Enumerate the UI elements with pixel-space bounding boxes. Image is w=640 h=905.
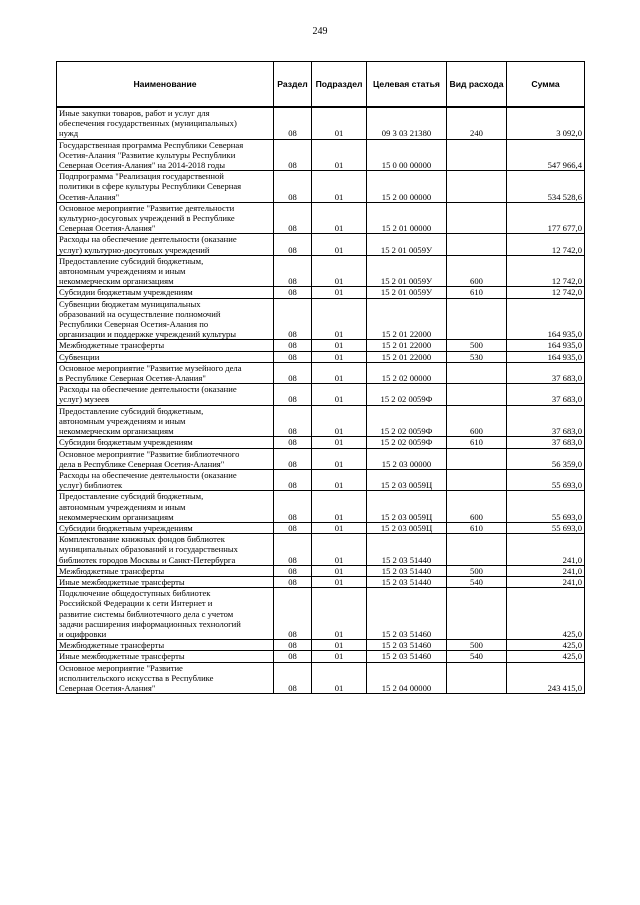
cell-type: 500	[447, 565, 507, 576]
cell-target: 15 2 03 0059Ц	[367, 469, 447, 490]
cell-podrazdel: 01	[312, 437, 367, 448]
cell-target: 15 2 02 0059Ф	[367, 405, 447, 437]
cell-razdel: 08	[274, 588, 312, 640]
header-podrazdel: Подраздел	[312, 62, 367, 108]
cell-podrazdel: 01	[312, 234, 367, 255]
cell-sum: 55 693,0	[507, 491, 585, 523]
cell-sum: 56 359,0	[507, 448, 585, 469]
table-row	[57, 522, 585, 533]
table-row	[57, 351, 585, 362]
cell-type	[447, 171, 507, 203]
page-number: 249	[312, 26, 328, 37]
table-row	[57, 651, 585, 662]
cell-razdel: 08	[274, 565, 312, 576]
cell-name: Расходы на обеспечение деятельности (оказание услуг) музеев	[57, 384, 274, 405]
cell-podrazdel: 01	[312, 651, 367, 662]
cell-podrazdel: 01	[312, 405, 367, 437]
cell-sum: 12 742,0	[507, 234, 585, 255]
header-target: Целевая статья	[367, 62, 447, 108]
cell-razdel: 08	[274, 234, 312, 255]
cell-target: 15 2 03 51460	[367, 640, 447, 651]
cell-target: 15 0 00 00000	[367, 139, 447, 171]
cell-podrazdel: 01	[312, 384, 367, 405]
cell-target: 15 2 00 00000	[367, 171, 447, 203]
cell-podrazdel: 01	[312, 522, 367, 533]
cell-sum: 425,0	[507, 651, 585, 662]
cell-sum: 177 677,0	[507, 202, 585, 234]
cell-type: 500	[447, 340, 507, 351]
table-row	[57, 662, 585, 694]
cell-podrazdel: 01	[312, 640, 367, 651]
cell-sum: 37 683,0	[507, 437, 585, 448]
cell-sum: 243 415,0	[507, 662, 585, 694]
cell-sum: 164 935,0	[507, 351, 585, 362]
cell-podrazdel: 01	[312, 448, 367, 469]
table-row	[57, 362, 585, 383]
cell-name: Основное мероприятие "Развитие библиотечного дела в Республике Северная Осетия-Алания"	[57, 448, 274, 469]
cell-sum: 241,0	[507, 534, 585, 566]
cell-name: Иные закупки товаров, работ и услуг для обеспечения государственных (муниципальных) нужд	[57, 107, 274, 139]
table-row	[57, 202, 585, 234]
cell-podrazdel: 01	[312, 534, 367, 566]
cell-razdel: 08	[274, 362, 312, 383]
table-header	[57, 62, 585, 108]
cell-name: Иные межбюджетные трансферты	[57, 651, 274, 662]
cell-razdel: 08	[274, 469, 312, 490]
cell-sum: 241,0	[507, 565, 585, 576]
cell-type: 600	[447, 405, 507, 437]
header-razdel: Раздел	[274, 62, 312, 108]
table-row	[57, 139, 585, 171]
cell-podrazdel: 01	[312, 298, 367, 340]
table-row	[57, 405, 585, 437]
table-row	[57, 255, 585, 287]
cell-razdel: 08	[274, 298, 312, 340]
budget-table	[56, 61, 585, 694]
cell-podrazdel: 01	[312, 576, 367, 587]
header-type: Вид расхода	[447, 62, 507, 108]
cell-type: 540	[447, 651, 507, 662]
cell-target: 15 2 03 51440	[367, 576, 447, 587]
cell-sum: 12 742,0	[507, 287, 585, 298]
cell-target: 15 2 03 51460	[367, 651, 447, 662]
cell-name: Субвенции	[57, 351, 274, 362]
cell-razdel: 08	[274, 139, 312, 171]
cell-type	[447, 662, 507, 694]
cell-sum: 12 742,0	[507, 255, 585, 287]
table-row	[57, 107, 585, 139]
cell-razdel: 08	[274, 107, 312, 139]
cell-podrazdel: 01	[312, 255, 367, 287]
cell-razdel: 08	[274, 287, 312, 298]
cell-razdel: 08	[274, 640, 312, 651]
cell-target: 15 2 03 0059Ц	[367, 491, 447, 523]
table-row	[57, 234, 585, 255]
cell-razdel: 08	[274, 340, 312, 351]
cell-name: Субсидии бюджетным учреждениям	[57, 437, 274, 448]
cell-target: 15 2 02 0059Ф	[367, 384, 447, 405]
table-row	[57, 171, 585, 203]
cell-sum: 3 092,0	[507, 107, 585, 139]
cell-target: 15 2 02 00000	[367, 362, 447, 383]
cell-name: Субвенции бюджетам муниципальных образований на осуществление полномочий Республики Северная Осетия-Алания по организации и поддержке учреждений культуры	[57, 298, 274, 340]
table-row	[57, 384, 585, 405]
cell-sum: 55 693,0	[507, 469, 585, 490]
cell-name: Расходы на обеспечение деятельности (оказание услуг) культурно-досуговых учреждений	[57, 234, 274, 255]
cell-podrazdel: 01	[312, 351, 367, 362]
table-row	[57, 534, 585, 566]
cell-razdel: 08	[274, 576, 312, 587]
cell-razdel: 08	[274, 384, 312, 405]
cell-target: 15 2 03 51460	[367, 588, 447, 640]
cell-razdel: 08	[274, 448, 312, 469]
cell-target: 15 2 03 51440	[367, 534, 447, 566]
cell-sum: 425,0	[507, 588, 585, 640]
cell-name: Предоставление субсидий бюджетным, автономным учреждениям и иным некоммерческим организациям	[57, 255, 274, 287]
cell-podrazdel: 01	[312, 469, 367, 490]
cell-sum: 425,0	[507, 640, 585, 651]
table-row	[57, 298, 585, 340]
cell-target: 15 2 01 0059У	[367, 287, 447, 298]
cell-sum: 164 935,0	[507, 340, 585, 351]
table-row	[57, 565, 585, 576]
header-name: Наименование	[57, 62, 274, 108]
table-row	[57, 469, 585, 490]
cell-target: 15 2 03 51440	[367, 565, 447, 576]
cell-name: Субсидии бюджетным учреждениям	[57, 287, 274, 298]
cell-podrazdel: 01	[312, 171, 367, 203]
cell-type	[447, 469, 507, 490]
cell-razdel: 08	[274, 405, 312, 437]
cell-target: 09 3 03 21380	[367, 107, 447, 139]
cell-type: 610	[447, 522, 507, 533]
cell-target: 15 2 01 22000	[367, 298, 447, 340]
cell-name: Межбюджетные трансферты	[57, 565, 274, 576]
cell-podrazdel: 01	[312, 588, 367, 640]
cell-sum: 164 935,0	[507, 298, 585, 340]
cell-razdel: 08	[274, 437, 312, 448]
cell-target: 15 2 01 22000	[367, 340, 447, 351]
cell-name: Основное мероприятие "Развитие исполнительского искусства в Республике Северная Осетия-Алания"	[57, 662, 274, 694]
cell-sum: 241,0	[507, 576, 585, 587]
cell-target: 15 2 04 00000	[367, 662, 447, 694]
cell-target: 15 2 01 00000	[367, 202, 447, 234]
cell-razdel: 08	[274, 491, 312, 523]
cell-podrazdel: 01	[312, 287, 367, 298]
cell-target: 15 2 01 0059У	[367, 234, 447, 255]
cell-name: Предоставление субсидий бюджетным, автономным учреждениям и иным некоммерческим организациям	[57, 491, 274, 523]
table-row	[57, 576, 585, 587]
cell-sum: 37 683,0	[507, 384, 585, 405]
cell-podrazdel: 01	[312, 662, 367, 694]
cell-type: 610	[447, 287, 507, 298]
cell-target: 15 2 01 0059У	[367, 255, 447, 287]
cell-type	[447, 362, 507, 383]
cell-target: 15 2 01 22000	[367, 351, 447, 362]
table-row	[57, 287, 585, 298]
table-row	[57, 588, 585, 640]
cell-razdel: 08	[274, 522, 312, 533]
cell-razdel: 08	[274, 202, 312, 234]
cell-name: Расходы на обеспечение деятельности (оказание услуг) библиотек	[57, 469, 274, 490]
cell-name: Иные межбюджетные трансферты	[57, 576, 274, 587]
table-row	[57, 448, 585, 469]
cell-name: Межбюджетные трансферты	[57, 340, 274, 351]
cell-name: Основное мероприятие "Развитие музейного дела в Республике Северная Осетия-Алания"	[57, 362, 274, 383]
cell-name: Предоставление субсидий бюджетным, автономным учреждениям и иным некоммерческим организациям	[57, 405, 274, 437]
cell-razdel: 08	[274, 534, 312, 566]
cell-type	[447, 139, 507, 171]
cell-podrazdel: 01	[312, 565, 367, 576]
table-row	[57, 640, 585, 651]
cell-type: 610	[447, 437, 507, 448]
cell-name: Основное мероприятие "Развитие деятельности культурно-досуговых учреждений в Республике Северная Осетия-Алания"	[57, 202, 274, 234]
cell-type: 600	[447, 255, 507, 287]
cell-type	[447, 534, 507, 566]
cell-target: 15 2 03 0059Ц	[367, 522, 447, 533]
table-body	[57, 107, 585, 694]
cell-type: 530	[447, 351, 507, 362]
cell-podrazdel: 01	[312, 362, 367, 383]
cell-razdel: 08	[274, 662, 312, 694]
cell-razdel: 08	[274, 651, 312, 662]
cell-name: Межбюджетные трансферты	[57, 640, 274, 651]
cell-name: Подпрограмма "Реализация государственной политики в сфере культуры Республики Северная Осетия-Алания"	[57, 171, 274, 203]
cell-sum: 37 683,0	[507, 362, 585, 383]
cell-podrazdel: 01	[312, 202, 367, 234]
cell-razdel: 08	[274, 255, 312, 287]
table-row	[57, 340, 585, 351]
cell-razdel: 08	[274, 171, 312, 203]
cell-type: 240	[447, 107, 507, 139]
cell-podrazdel: 01	[312, 107, 367, 139]
cell-target: 15 2 03 00000	[367, 448, 447, 469]
cell-name: Подключение общедоступных библиотек Российской Федерации к сети Интернет и развитие системы библиотечного дела с учетом задачи расширения информационных технологий и оцифровки	[57, 588, 274, 640]
cell-razdel: 08	[274, 351, 312, 362]
cell-podrazdel: 01	[312, 340, 367, 351]
header-sum: Сумма	[507, 62, 585, 108]
cell-sum: 37 683,0	[507, 405, 585, 437]
cell-sum: 547 966,4	[507, 139, 585, 171]
table-row	[57, 491, 585, 523]
cell-type	[447, 202, 507, 234]
cell-type	[447, 384, 507, 405]
cell-type	[447, 448, 507, 469]
cell-name: Субсидии бюджетным учреждениям	[57, 522, 274, 533]
cell-type	[447, 588, 507, 640]
cell-sum: 534 528,6	[507, 171, 585, 203]
cell-type: 500	[447, 640, 507, 651]
cell-type	[447, 234, 507, 255]
table-row	[57, 437, 585, 448]
cell-type	[447, 298, 507, 340]
cell-podrazdel: 01	[312, 139, 367, 171]
cell-target: 15 2 02 0059Ф	[367, 437, 447, 448]
cell-name: Государственная программа Республики Северная Осетия-Алания "Развитие культуры Республики Северная Осетия-Алания" на 2014-2018 годы	[57, 139, 274, 171]
cell-name: Комплектование книжных фондов библиотек муниципальных образований и государственных библиотек городов Москвы и Санкт-Петербурга	[57, 534, 274, 566]
cell-sum: 55 693,0	[507, 522, 585, 533]
cell-type: 540	[447, 576, 507, 587]
cell-type: 600	[447, 491, 507, 523]
cell-podrazdel: 01	[312, 491, 367, 523]
